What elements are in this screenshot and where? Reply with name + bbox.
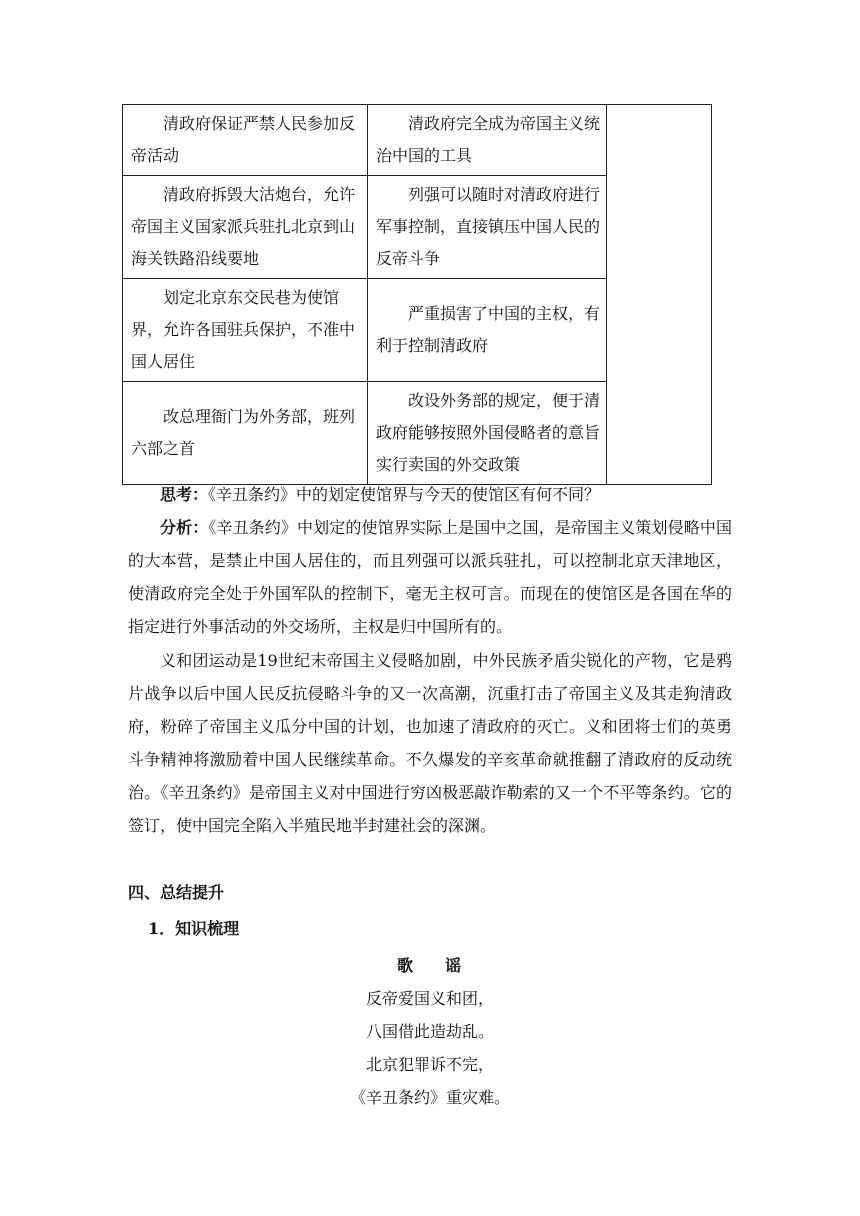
poem-title-b: 谣 — [445, 956, 464, 975]
poem-line: 反帝爱国义和团， — [365, 989, 494, 1008]
think-question — [128, 478, 732, 511]
table-cell-impact: 改设外务部的规定，便于清政府能够按照外国侵略者的意旨实行卖国的外交政策 — [368, 382, 607, 485]
analysis-paragraph — [128, 511, 732, 643]
table-cell-content: 划定北京东交民巷为使馆界，允许各国驻兵保护，不准中国人居住 — [123, 279, 368, 382]
analysis-text: 《辛丑条约》中划定的使馆界实际上是国中之国，是帝国主义策划侵略中国的大本营，是禁止中国人居住的，而且列强可以派兵驻扎，可以控制北京天津地区，使清政府完全处于外国军队的控制下，毫无主权可言。而现在的使馆区是各国在华的指定进行外事活动的外交场所，主权是归中国所有的。 — [128, 518, 732, 636]
table-cell-content: 清政府保证严禁人民参加反帝活动 — [123, 105, 368, 176]
poem-line: 八国借此造劫乱。 — [365, 1022, 494, 1041]
poem-line: 《辛丑条约》重灾难。 — [349, 1088, 510, 1107]
analysis-label: 分析： — [160, 518, 209, 537]
poem-line: 北京犯罪诉不完， — [365, 1055, 494, 1074]
think-text: 《辛丑条约》中的划定使馆界与今天的使馆区有何不同？ — [208, 485, 601, 504]
table-cell-impact: 列强可以随时对清政府进行军事控制，直接镇压中国人民的反帝斗争 — [368, 176, 607, 279]
table-cell-content: 清政府拆毁大沽炮台，允许帝国主义国家派兵驻扎北京到山海关铁路沿线要地 — [123, 176, 368, 279]
table-cell-impact: 清政府完全成为帝国主义统治中国的工具 — [368, 105, 607, 176]
poem-title — [0, 953, 860, 976]
subheading: 1．知识梳理 — [148, 919, 240, 938]
table-cell-impact: 严重损害了中国的主权，有利于控制清政府 — [368, 279, 607, 382]
poem-title-a: 歌 — [396, 956, 415, 975]
table-cell-content: 改总理衙门为外务部，班列六部之首 — [123, 382, 368, 485]
table-row — [123, 105, 712, 176]
summary-paragraph: 义和团运动是19世纪末帝国主义侵略加剧，中外民族矛盾尖锐化的产物，它是鸦片战争以后中国人民反抗侵略斗争的又一次高潮，沉重打击了帝国主义及其走狗清政府，粉碎了帝国主义瓜分中国的计划，也加速了清政府的灭亡。义和团将士们的英勇斗争精神将激励着中国人民继续革命。不久爆发的辛亥革命就推翻了清政府的反动统治。《辛丑条约》是帝国主义对中国进行穷凶极恶敲诈勒索的又一个不平等条约。它的签订，使中国完全陷入半殖民地半封建社会的深渊。 — [128, 651, 732, 835]
think-label: 思考： — [160, 485, 209, 504]
table-cell-empty — [607, 105, 712, 485]
section-heading: 四、总结提升 — [128, 883, 225, 902]
treaty-table — [122, 104, 712, 485]
